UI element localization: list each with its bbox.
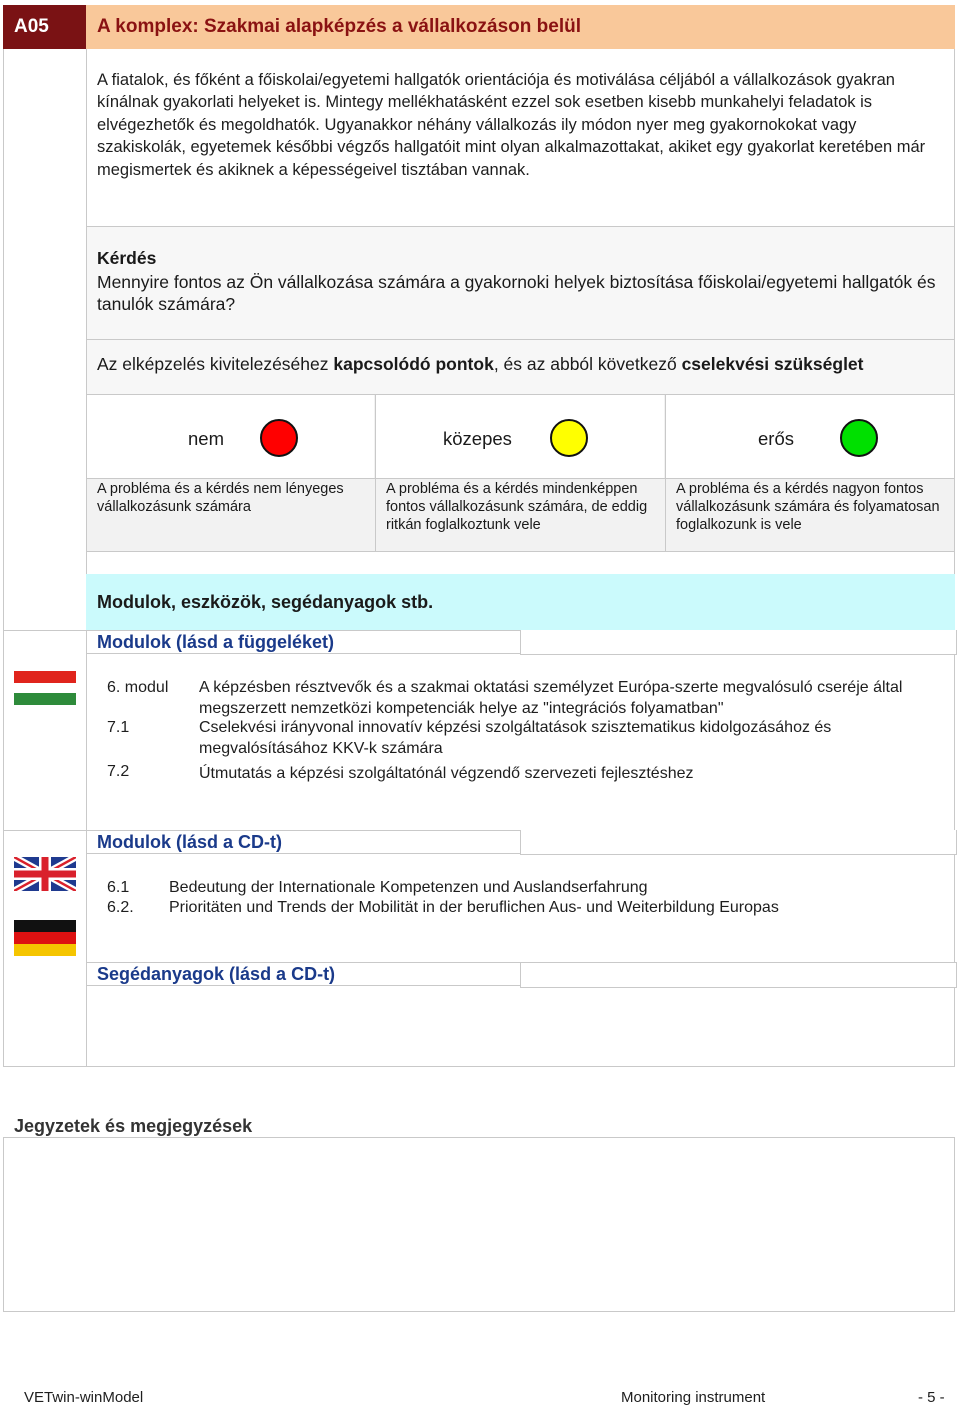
frame-bottom — [3, 1066, 955, 1067]
module-number: 6.2. — [107, 899, 134, 916]
uk-flag-icon — [14, 857, 76, 891]
frame-left — [3, 49, 4, 1067]
modules-appendix-title: Modulok (lásd a függeléket) — [97, 632, 335, 652]
footer-center: Monitoring instrument — [621, 1389, 766, 1406]
hungarian-flag-icon — [14, 671, 76, 705]
module-text: Prioritäten und Trends der Mobilität in der beruflichen Aus- und Weiterbildung Europas — [169, 899, 779, 916]
question-text: Mennyire fontos az Ön vállalkozása számára a gyakornoki helyek biztosítása főiskolai/egyetemi hallgatók és tanulók számára? — [97, 272, 936, 315]
rating-label-kozepes: közepes — [443, 428, 512, 449]
section-code: A05 — [3, 5, 86, 49]
notes-title: Jegyzetek és megjegyzések — [14, 1116, 253, 1136]
module-number: 6. modul — [107, 679, 169, 696]
rating-label-eros: erős — [758, 428, 794, 449]
red-lamp-icon[interactable] — [260, 419, 298, 457]
modules-cd-title: Modulok (lásd a CD-t) — [97, 832, 282, 852]
module-text: Útmutatás a képzési szolgáltatónál végzendő szervezeti fejlesztéshez — [199, 765, 694, 782]
modules-band-title: Modulok, eszközök, segédanyagok stb. — [97, 592, 434, 612]
german-flag-icon — [14, 920, 76, 956]
intro-text: A fiatalok, és főként a főiskolai/egyetemi hallgatók orientációja és motiválása céljából a vállalkozások gyakran kínálnak gyakorlati helyeket is. Mintegy mellékhatásként ezzel sok esetben kisebb munkahelyi feladatok is elvégezhetők és megoldhatók. Ugyanakkor néhány vállalkozás ily módon nyer meg gyakornokokat vagy szakiskolák, egyetemek későbbi végzős hallgatóit mint olyan alkalmazottakat, akiket egy gyakorlat keretében már megismertek és akiknek a képességeivel tisztában vannak. — [97, 71, 926, 179]
notes-box[interactable] — [3, 1137, 955, 1312]
rating-desc-eros: A probléma és a kérdés nagyon fontos vállalkozásunk számára és folyamatosan foglalkozunk is vele — [676, 481, 940, 533]
yellow-lamp-icon[interactable] — [550, 419, 588, 457]
module-text: A képzésben résztvevők és a szakmai oktatási személyzet Európa-szerte megvalósuló cseréje által megszerzett nemzetközi kompetenciák helye az "integrációs folyamatban" — [199, 679, 903, 717]
green-lamp-icon[interactable] — [840, 419, 878, 457]
footer-left: VETwin-winModel — [24, 1389, 144, 1406]
materials-cd-title: Segédanyagok (lásd a CD-t) — [97, 964, 336, 984]
frame-right — [954, 49, 955, 1067]
rating-desc-nem: A probléma és a kérdés nem lényeges vállalkozásunk számára — [97, 481, 344, 515]
module-number: 6.1 — [107, 879, 130, 896]
frame-inner-left — [86, 49, 87, 1067]
question-heading: Kérdés — [97, 248, 157, 268]
decision-line: Az elképzelés kivitelezéséhez kapcsolódó pontok, és az abból következő cselekvési szükséglet — [97, 354, 864, 374]
module-text: Cselekvési irányvonal innovatív képzési szolgáltatások szisztematikus kidolgozásához és megvalósításához KKV-k számára — [199, 719, 832, 757]
module-number: 7.1 — [107, 719, 130, 736]
page-number: - 5 - — [918, 1389, 945, 1406]
module-number: 7.2 — [107, 763, 130, 780]
rating-label-nem: nem — [188, 428, 224, 449]
module-text: Bedeutung der Internationale Kompetenzen und Auslandserfahrung — [169, 879, 648, 896]
section-title: A komplex: Szakmai alapképzés a vállalkozáson belül — [86, 5, 955, 49]
rating-desc-kozepes: A probléma és a kérdés mindenképpen fontos vállalkozásunk számára, de eddig ritkán foglalkoztunk vele — [386, 481, 648, 533]
